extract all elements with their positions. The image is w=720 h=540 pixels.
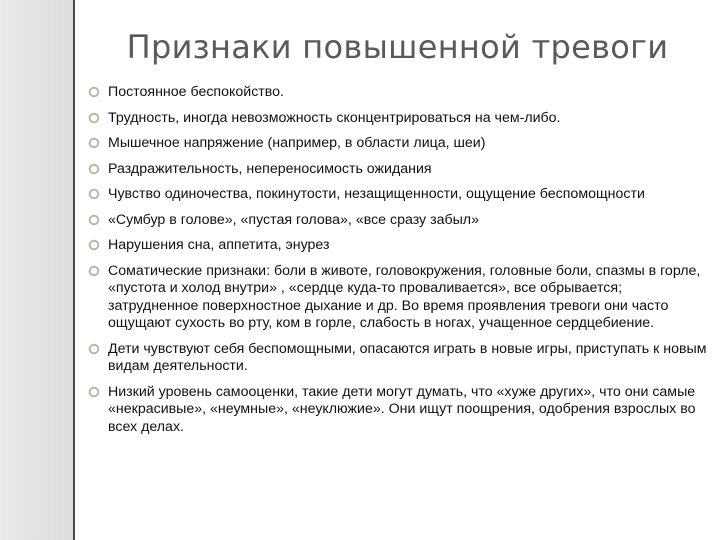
- list-item: [88, 237, 713, 255]
- list-item: [88, 84, 713, 102]
- ring-bullet-icon: [88, 214, 100, 226]
- bullet-list: [88, 84, 713, 436]
- ring-bullet-icon: [88, 239, 100, 251]
- list-item: [88, 110, 713, 128]
- list-item-text: Соматические признаки: боли в животе, головокружения, головные боли, спазмы в горле, «пустота и холод внутри» , «сердце куда-то проваливается», все обрывается; затрудненное поверхностное дыхание и др. Во время проявления тревоги они часто ощущают сухость во рту, ком в горле, слабость в ногах, учащенное сердцебиение.: [108, 262, 701, 331]
- ring-bullet-icon: [88, 112, 100, 124]
- list-item-text: Низкий уровень самооценки, такие дети могут думать, что «хуже других», что они самые «некрасивые», «неумные», «неуклюжие». Они ищут поощрения, одобрения взрослых во всех делах.: [108, 383, 696, 435]
- list-item: [88, 135, 713, 153]
- list-item: [88, 186, 713, 204]
- left-decorative-bar: [0, 0, 73, 540]
- ring-bullet-icon: [88, 386, 100, 398]
- slide-title: Признаки повышенной тревоги: [126, 28, 669, 66]
- ring-bullet-icon: [88, 343, 100, 355]
- list-item: [88, 384, 713, 437]
- left-divider-line: [73, 0, 75, 540]
- ring-bullet-icon: [88, 137, 100, 149]
- ring-bullet-icon: [88, 265, 100, 277]
- ring-bullet-icon: [88, 163, 100, 175]
- ring-bullet-icon: [88, 86, 100, 98]
- list-item-text: Дети чувствуют себя беспомощными, опасаются играть в новые игры, приступать к новым видам деятельности.: [108, 340, 707, 374]
- list-item-text: Раздражительность, непереносимость ожидания: [108, 160, 432, 177]
- list-item: [88, 341, 713, 376]
- list-item-text: Трудность, иногда невозможность сконцентрироваться на чем-либо.: [108, 109, 561, 126]
- list-item-text: Постоянное беспокойство.: [108, 84, 284, 100]
- list-item: [88, 212, 713, 230]
- list-item: [88, 263, 713, 333]
- list-item: [88, 161, 713, 179]
- list-item-text: Чувство одиночества, покинутости, незащищенности, ощущение беспомощности: [108, 186, 645, 202]
- list-item-text: «Сумбур в голове», «пустая голова», «все сразу забыл»: [108, 211, 479, 228]
- list-item-text: Мышечное напряжение (например, в области лица, шеи): [108, 135, 486, 151]
- ring-bullet-icon: [88, 188, 100, 200]
- list-item-text: Нарушения сна, аппетита, энурез: [108, 237, 330, 253]
